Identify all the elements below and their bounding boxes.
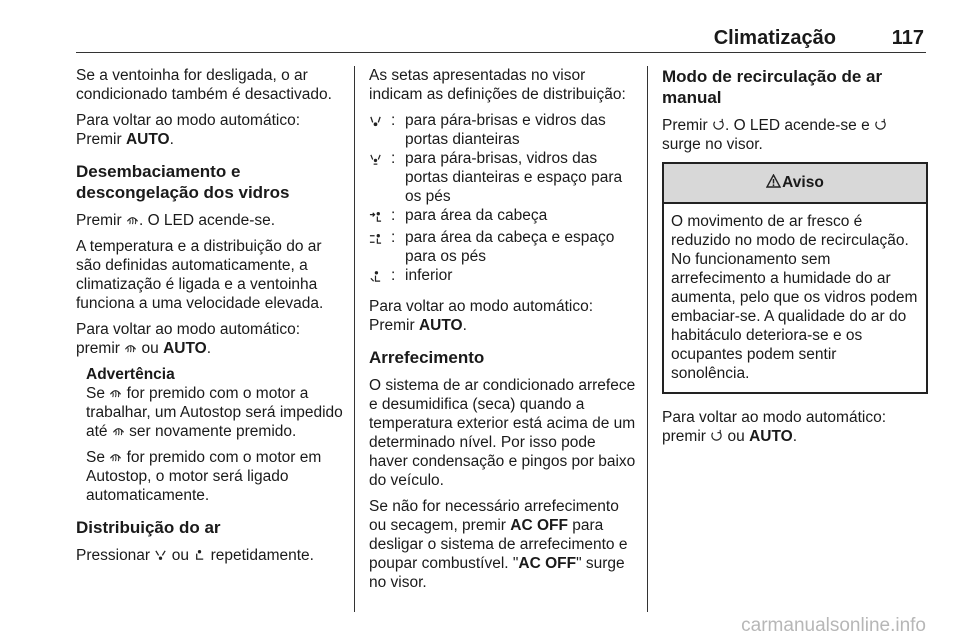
- paragraph: [86, 384, 348, 441]
- page-number: 117: [891, 27, 924, 49]
- paragraph: [662, 116, 928, 154]
- watermark: carmanualsonline.info: [741, 615, 926, 636]
- warning-title: Aviso: [782, 174, 824, 191]
- defrost-icon: [109, 450, 122, 463]
- ac-off-label: AC OFF: [518, 555, 577, 572]
- recirculation-icon: [710, 429, 723, 442]
- footwell-icon: [369, 266, 391, 288]
- text: Premir: [662, 117, 712, 134]
- distribution-up-icon: [154, 548, 167, 561]
- warning-box-header: [664, 164, 926, 204]
- paragraph: As setas apresentadas no visor indicam as definições de distribuição:: [369, 67, 626, 103]
- defrost-icon: [109, 386, 122, 399]
- text: Se não for necessário arrefecimento ou secagem, premir: [369, 498, 619, 534]
- text: ou: [723, 428, 750, 445]
- text: .: [169, 131, 174, 148]
- text: " surge no visor.: [369, 555, 625, 591]
- text: .: [792, 428, 798, 445]
- warning-box: [662, 162, 928, 394]
- column-2: [369, 66, 637, 599]
- list-item-text: para área da cabeça e espaço para os pés: [405, 229, 615, 265]
- text: . O LED acende-se e: [724, 117, 875, 134]
- warning-text: O movimento de ar fresco é reduzido no modo de recirculação. No funcionamento sem arrefecimento a humidade do ar aumenta, pelo que os vidros podem embaciar-se. A qualidade do ar do habitáculo deteriora-se e os ocupantes podem sentir sonolência.: [671, 213, 918, 382]
- column-divider: [354, 66, 355, 612]
- page-title: Climatização: [713, 27, 836, 49]
- recirculation-icon: [712, 118, 725, 131]
- text: Premir: [76, 212, 126, 229]
- paragraph: Para voltar ao modo automático: Premir AUTO.: [369, 298, 594, 334]
- auto-label: AUTO: [749, 428, 793, 445]
- list-item-text: para pára-brisas, vidros das portas dianteiras e espaço para os pés: [405, 150, 623, 205]
- recirculation-icon: [874, 118, 887, 131]
- text: repetidamente.: [206, 547, 314, 564]
- column-3: [662, 66, 928, 453]
- text: ou: [167, 547, 194, 564]
- text: Para voltar ao modo automático: Premir: [369, 298, 594, 334]
- distribution-list: [369, 111, 637, 288]
- windscreen-front-windows-footwell-icon: [369, 149, 391, 206]
- text: Para voltar ao modo automático: premir: [662, 409, 887, 445]
- list-separator: :: [391, 229, 396, 246]
- paragraph: [662, 408, 928, 446]
- note-title: Advertência: [86, 366, 175, 383]
- auto-label: AUTO: [163, 340, 207, 357]
- list-item-text: para pára-brisas e vidros das portas dianteiras: [405, 112, 606, 148]
- section-heading: Desembaciamento e descongelação dos vidros: [76, 162, 290, 202]
- ac-off-label: AC OFF: [510, 517, 568, 534]
- paragraph: [76, 211, 348, 230]
- text: ou: [137, 340, 164, 357]
- page-header: [76, 0, 926, 53]
- paragraph: [76, 111, 348, 149]
- text: para desligar o sistema de arrefecimento e poupar combustível. ": [369, 517, 628, 572]
- list-separator: :: [391, 150, 396, 167]
- column-1: [76, 66, 348, 572]
- auto-label: AUTO: [125, 131, 170, 148]
- text: for premido com o motor a trabalhar, um Autostop será impedido até: [86, 385, 343, 440]
- text: . O LED acende-se.: [138, 212, 276, 229]
- defrost-icon: [124, 341, 137, 354]
- paragraph: O sistema de ar condicionado arrefece e desumidifica (seca) quando a temperatura exterior está acima de um determinado nível. Por isso pode haver condensação e pingos por baixo do veículo.: [369, 377, 636, 489]
- column-divider: [647, 66, 648, 612]
- paragraph: [369, 497, 637, 592]
- windscreen-front-windows-icon: [369, 111, 391, 149]
- auto-label: AUTO: [418, 317, 463, 334]
- text: Para voltar ao modo automático: Premir: [76, 112, 301, 148]
- text: .: [206, 340, 212, 357]
- distribution-down-icon: [193, 548, 206, 561]
- note: [86, 365, 348, 505]
- list-separator: :: [391, 267, 396, 284]
- warning-triangle-icon: [766, 165, 781, 179]
- text: Pressionar: [76, 547, 155, 564]
- defrost-icon: [126, 213, 139, 226]
- paragraph: Se a ventoinha for desligada, o ar condicionado também é desactivado.: [76, 67, 332, 103]
- section-heading: Arrefecimento: [369, 348, 485, 367]
- list-item-text: para área da cabeça: [405, 207, 548, 224]
- head-area-icon: [369, 206, 391, 228]
- paragraph: [76, 320, 348, 358]
- list-separator: :: [391, 112, 396, 129]
- text: Se: [86, 385, 110, 402]
- head-footwell-icon: [369, 228, 391, 266]
- paragraph: [76, 546, 348, 565]
- paragraph: A temperatura e a distribuição do ar são definidas automaticamente, a climatização é ligada e a ventoinha funciona a uma velocidade elevada.: [76, 238, 324, 312]
- text: surge no visor.: [662, 136, 763, 153]
- section-heading: Modo de recirculação de ar manual: [662, 67, 883, 107]
- text: for premido com o motor em Autostop, o motor será ligado automaticamente.: [86, 449, 322, 504]
- defrost-icon: [112, 424, 125, 437]
- paragraph: [86, 448, 348, 505]
- list-separator: :: [391, 207, 396, 224]
- list-item-text: inferior: [405, 267, 453, 284]
- text: Se: [86, 449, 110, 466]
- text: ser novamente premido.: [124, 423, 297, 440]
- text: Para voltar ao modo automático: premir: [76, 321, 301, 357]
- section-heading: Distribuição do ar: [76, 518, 221, 537]
